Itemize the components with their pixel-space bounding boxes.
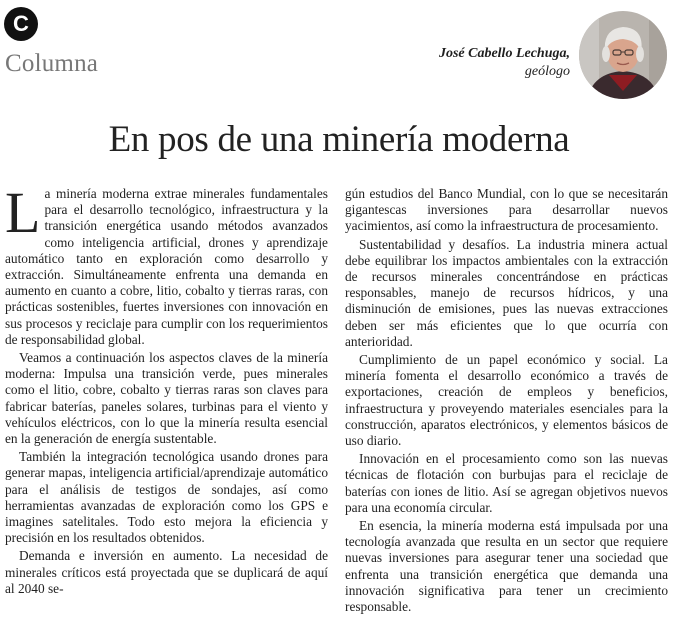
paragraph: Sustentabilidad y desafíos. La industria minera actual debe equilibrar los impactos ambientales con la extracción de recursos minerales concentrándose en prácticas responsables, manejo de recursos hídricos, y una disminución de emisiones, pues las nuevas extracciones deben ser más eficientes que lo que ocurría con anterioridad. (345, 236, 668, 349)
paragraph: gún estudios del Banco Mundial, con lo que se necesitarán gigantescas inversiones para desarrollar nuevos yacimientos, así como la infraestructura de procesamiento. (345, 186, 668, 234)
article-title: En pos de una minería moderna (108, 119, 570, 160)
right-column (345, 186, 668, 617)
author-role: geólogo (524, 64, 570, 79)
paragraph: Innovación en el procesamiento como son las nuevas técnicas de flotación con burbujas para el reciclaje de baterías con iones de litio. Así se agregan objetivos nuevos para una economía circular. (345, 451, 668, 515)
paragraph: Demanda e inversión en aumento. La necesidad de minerales críticos está proyectada que se duplicará de aquí al 2040 se- (5, 548, 328, 596)
section-label: Columna (5, 50, 99, 77)
author-name: José Cabello Lechuga, (438, 46, 570, 61)
author-byline (439, 45, 570, 81)
paragraph: También la integración tecnológica usando drones para generar mapas, inteligencia artificial/aprendizaje automático para el análisis de testigos de sondajes, así como herramientas avanzadas de exploración como los GPS e imagines satelitales. Todo esto mejora la eficiencia y precisión en los resultados obtenidos. (5, 449, 328, 546)
left-column (5, 180, 328, 599)
drop-cap: L (5, 180, 41, 245)
paragraph: Cumplimiento de un papel económico y social. La minería fomenta el desarrollo económico a través de exportaciones, creación de empleos y beneficios, infraestructura y proveyendo materiales esenciales para la construcción, aparatos electrónicos, y elementos básicos de uso diario. (345, 352, 668, 449)
column-badge: C (4, 7, 38, 41)
paragraph (5, 180, 328, 348)
paragraph-text: a minería moderna extrae minerales fundamentales para el desarrollo tecnológico, infraestructura y la transición energética usando métodos avanzados como inteligencia artificial, drones y aprendizaje automático tanto en exploración como desarrollo y extracción. Simultáneamente enfrenta una demanda en aumento en cuanto a cobre, litio, cobalto y tierras raras, con prácticas sostenibles, fuertes inversiones con innovación en sus procesos y reciclaje para cumplir con los requerimientos de responsabilidad global. (5, 186, 328, 347)
author-photo (579, 11, 667, 99)
paragraph: En esencia, la minería moderna está impulsada por una tecnología avanzada que resulta en un sector que requiere nuevas inversiones para asegurar tener una sociedad que enfrenta una transición energética que demanda una innovación significativa para tener un crecimiento responsable. (345, 518, 668, 615)
paragraph: Veamos a continuación los aspectos claves de la minería moderna: Impulsa una transición verde, pues minerales como el litio, cobre, cobalto y tierras raras son claves para fabricar baterías, paneles solares, turbinas para el viento y vehículos eléctricos, con lo que la minería resulta esencial en la generación de energía sustentable. (5, 350, 328, 447)
